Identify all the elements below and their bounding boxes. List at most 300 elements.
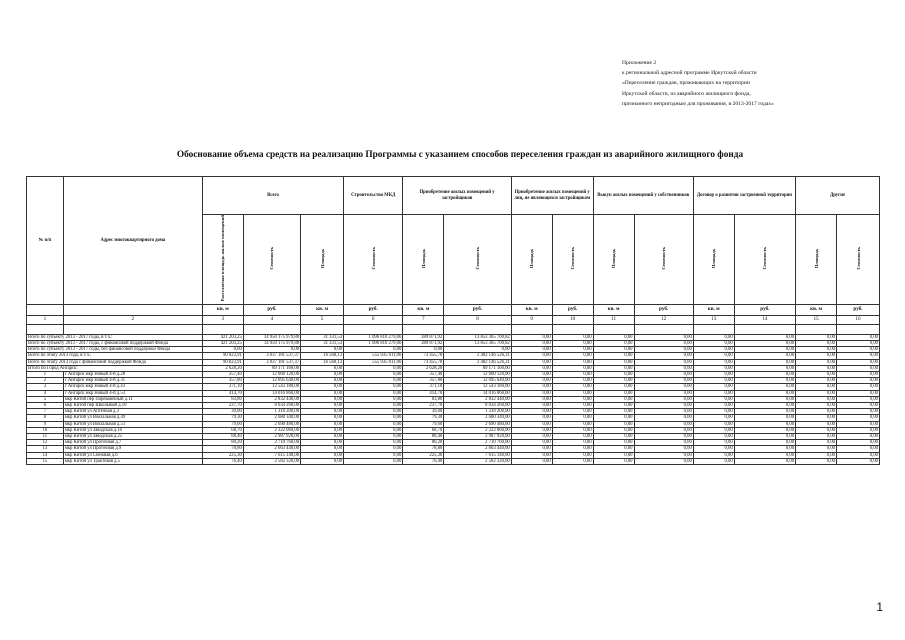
- row-value: 0,00: [301, 415, 344, 421]
- row-value: 225,30: [202, 452, 243, 458]
- column-index: 8: [444, 315, 512, 324]
- spacer-cell: [796, 324, 837, 334]
- row-value: 0,00: [634, 427, 693, 433]
- row-value: 0,00: [837, 433, 880, 439]
- row-value: 0,00: [511, 421, 552, 427]
- summary-value: 0,00: [301, 347, 344, 353]
- row-value: 237,70: [403, 402, 444, 408]
- row-value: 0,00: [634, 390, 693, 396]
- row-value: 0,00: [593, 409, 634, 415]
- summary-value: 0,00: [734, 365, 795, 371]
- summary-value: 89 171 160,00: [243, 365, 300, 371]
- row-value: 0,00: [301, 402, 344, 408]
- row-value: 2 987 920,00: [444, 433, 512, 439]
- row-value: 357,40: [403, 371, 444, 377]
- row-value: 371,10: [202, 384, 243, 390]
- row-value: 0,00: [693, 421, 734, 427]
- row-value: 2 582 320,00: [243, 458, 300, 464]
- row-value: 2 663 440,00: [243, 446, 300, 452]
- row-value: 0,00: [634, 458, 693, 464]
- summary-value: 0,00: [403, 347, 444, 353]
- column-index: 9: [511, 315, 552, 324]
- summary-value: 0,00: [344, 347, 403, 353]
- unit-cell: кв. м: [301, 304, 344, 315]
- row-number: 8: [27, 415, 64, 421]
- row-value: 0,00: [796, 396, 837, 402]
- row-value: 0,00: [344, 390, 403, 396]
- row-value: 0,00: [511, 390, 552, 396]
- column-index: 6: [344, 315, 403, 324]
- subheader-area: Площадь: [511, 215, 552, 305]
- summary-value: 2 628,20: [403, 365, 444, 371]
- summary-value: 0,00: [511, 359, 552, 365]
- summary-value: 3 037 181 537,37: [243, 353, 300, 359]
- row-value: 2 680 340,00: [243, 415, 300, 421]
- row-value: 0,00: [693, 390, 734, 396]
- row-value: 225,30: [403, 452, 444, 458]
- row-address: мкр Китой ул Заводская д.16: [63, 427, 202, 433]
- summary-value: 0,00: [511, 353, 552, 359]
- summary-value: 90 023,91: [202, 353, 243, 359]
- appendix-note: [622, 58, 887, 109]
- spacer-cell: [344, 324, 403, 334]
- row-address: мкр Китой ул Трактовая д.5: [63, 458, 202, 464]
- row-value: 14 016 860,00: [243, 390, 300, 396]
- summary-value: 0,00: [593, 347, 634, 353]
- row-value: 0,00: [511, 433, 552, 439]
- row-value: 0,00: [301, 378, 344, 384]
- row-value: 0,00: [634, 446, 693, 452]
- row-value: 2 690 480,00: [444, 421, 512, 427]
- spacer-cell: [243, 324, 300, 334]
- row-value: 0,00: [344, 409, 403, 415]
- column-index-row: [27, 315, 880, 324]
- row-value: 0,00: [552, 384, 593, 390]
- row-address: г Ангарск мкр Новый 4-й д.31: [63, 378, 202, 384]
- summary-value: 0,00: [796, 340, 837, 346]
- row-value: 0,00: [634, 384, 693, 390]
- summary-value: 73 455,78: [403, 359, 444, 365]
- row-address: мкр Китой ул Заводская д.25: [63, 433, 202, 439]
- header-no: № п/п: [27, 177, 64, 305]
- summary-value: 555 035 011,06: [344, 353, 403, 359]
- summary-value: 0,00: [344, 365, 403, 371]
- row-value: 0,00: [734, 446, 795, 452]
- row-value: 12 060 120,00: [243, 371, 300, 377]
- row-value: 357,40: [202, 371, 243, 377]
- row-value: 0,00: [593, 396, 634, 402]
- row-value: 0,00: [734, 415, 795, 421]
- unit-cell: кв. м: [796, 304, 837, 315]
- row-value: 0,00: [693, 396, 734, 402]
- page-number: 1: [876, 600, 883, 614]
- row-value: 80,20: [403, 440, 444, 446]
- row-value: 2 710 760,00: [243, 440, 300, 446]
- row-value: 0,00: [693, 371, 734, 377]
- row-value: 2 832 440,00: [444, 396, 512, 402]
- row-value: 0,00: [552, 378, 593, 384]
- row-value: 0,00: [301, 421, 344, 427]
- row-value: 0,00: [837, 396, 880, 402]
- row-address: мкр Китой ул Проточная д.7: [63, 440, 202, 446]
- summary-value: 0,00: [634, 359, 693, 365]
- row-value: 0,00: [837, 371, 880, 377]
- summary-value: 0,00: [693, 340, 734, 346]
- row-number: 9: [27, 421, 64, 427]
- spacer-cell: [593, 324, 634, 334]
- spacer-cell: [301, 324, 344, 334]
- unit-cell: кв. м: [403, 304, 444, 315]
- summary-value: 0,00: [511, 340, 552, 346]
- summary-value: 90 023,91: [202, 359, 243, 365]
- unit-cell: кв. м: [511, 304, 552, 315]
- subheader-area: Площадь: [403, 215, 444, 305]
- spacer-cell: [444, 324, 512, 334]
- row-value: 0,00: [511, 446, 552, 452]
- subheader-cost: Стоимость: [444, 215, 512, 305]
- row-value: 0,00: [344, 421, 403, 427]
- subheader-area: Площадь: [593, 215, 634, 305]
- row-value: 0,00: [734, 371, 795, 377]
- row-number: 7: [27, 409, 64, 415]
- row-value: 1 318 200,00: [243, 409, 300, 415]
- unit-cell: [27, 304, 64, 315]
- row-value: 0,00: [511, 427, 552, 433]
- row-value: 0,00: [301, 409, 344, 415]
- summary-value: 16 568,13: [301, 359, 344, 365]
- summary-value: 0,00: [634, 365, 693, 371]
- row-value: 0,00: [593, 402, 634, 408]
- summary-value: 0,00: [693, 334, 734, 340]
- row-address: г Ангарск мкр Новый 4-й д.53: [63, 390, 202, 396]
- row-value: 0,00: [734, 378, 795, 384]
- summary-value: 0,00: [693, 347, 734, 353]
- spacer-cell: [403, 324, 444, 334]
- summary-value: 1 096 810 279,06: [344, 334, 403, 340]
- row-value: 0,00: [693, 440, 734, 446]
- row-value: 0,00: [837, 409, 880, 415]
- row-value: 79,60: [202, 421, 243, 427]
- row-value: 0,00: [634, 371, 693, 377]
- spacer-cell: [734, 324, 795, 334]
- summary-value: 0,00: [634, 353, 693, 359]
- subheader-resettled-area: Расселяемая площадь жилых помещений: [202, 215, 243, 305]
- unit-cell: руб.: [344, 304, 403, 315]
- summary-value: 421 203,25: [202, 334, 243, 340]
- row-value: 0,00: [796, 371, 837, 377]
- header-group-construction: Строительство МКД: [344, 177, 403, 215]
- summary-value: 0,00: [593, 353, 634, 359]
- row-value: 0,00: [511, 378, 552, 384]
- row-value: 14 016 860,00: [444, 390, 512, 396]
- row-value: 0,00: [344, 458, 403, 464]
- row-value: 414,70: [403, 390, 444, 396]
- row-value: 0,00: [634, 433, 693, 439]
- row-value: 2 582 320,00: [444, 458, 512, 464]
- row-value: 0,00: [301, 390, 344, 396]
- units-row: [27, 304, 880, 315]
- column-index: 16: [837, 315, 880, 324]
- summary-value: 0,00: [634, 334, 693, 340]
- column-index: 4: [243, 315, 300, 324]
- summary-value: 31 331,53: [301, 334, 344, 340]
- summary-value: 0,00: [796, 359, 837, 365]
- row-value: 0,00: [634, 452, 693, 458]
- spacer-cell: [837, 324, 880, 334]
- spacer-row: [27, 324, 880, 334]
- row-address: мкр Китой ул Вокзальная д.49: [63, 415, 202, 421]
- summary-value: 0,00: [243, 347, 300, 353]
- row-address: мкр Китой ул Аптечная д.3: [63, 409, 202, 415]
- row-value: 78,80: [403, 446, 444, 452]
- row-value: 0,00: [593, 427, 634, 433]
- row-value: 0,00: [837, 452, 880, 458]
- summary-value: 1 096 810 279,06: [344, 340, 403, 346]
- row-value: 39,00: [202, 409, 243, 415]
- row-value: 0,00: [796, 458, 837, 464]
- summary-value: 0,00: [693, 353, 734, 359]
- row-value: 0,00: [593, 371, 634, 377]
- row-value: 12 543 180,00: [444, 384, 512, 390]
- summary-value: 0,00: [693, 365, 734, 371]
- summary-value: 0,00: [734, 334, 795, 340]
- row-value: 0,00: [344, 433, 403, 439]
- row-value: 0,00: [511, 371, 552, 377]
- spacer-cell: [202, 324, 243, 334]
- row-address: мкр Китой пер Пореваючный д.11: [63, 396, 202, 402]
- row-value: 0,00: [796, 384, 837, 390]
- row-value: 0,00: [796, 452, 837, 458]
- row-value: 0,00: [552, 427, 593, 433]
- document-title: Обоснование объема средств на реализацию Программы с указанием способов переселения граждан из аварийного жилищного фонда: [176, 150, 744, 160]
- row-value: 0,00: [301, 396, 344, 402]
- row-value: 0,00: [693, 378, 734, 384]
- row-value: 83,80: [403, 396, 444, 402]
- summary-value: 0,00: [511, 347, 552, 353]
- row-value: 0,00: [301, 452, 344, 458]
- row-value: 12 543 180,00: [243, 384, 300, 390]
- row-value: 0,00: [511, 452, 552, 458]
- summary-value: 2 482 146 526,31: [444, 359, 512, 365]
- summary-value: 0,00: [593, 340, 634, 346]
- row-value: 0,00: [734, 390, 795, 396]
- row-value: 0,00: [552, 390, 593, 396]
- summary-value: 389 871,92: [403, 340, 444, 346]
- row-value: 0,00: [693, 384, 734, 390]
- row-value: 0,00: [593, 378, 634, 384]
- unit-cell: руб.: [837, 304, 880, 315]
- summary-value: 0,00: [552, 353, 593, 359]
- row-value: 0,00: [796, 415, 837, 421]
- row-value: 414,70: [202, 390, 243, 396]
- row-value: 2 322 060,00: [243, 427, 300, 433]
- summary-value: 0,00: [202, 347, 243, 353]
- summary-value: 0,00: [634, 347, 693, 353]
- column-index: 12: [634, 315, 693, 324]
- row-address: мкр Китой ул Вокзальная д.51: [63, 421, 202, 427]
- row-value: 7 615 140,00: [444, 452, 512, 458]
- row-value: 0,00: [837, 458, 880, 464]
- row-value: 0,00: [593, 390, 634, 396]
- spacer-cell: [27, 324, 64, 334]
- summary-value: 0,00: [734, 347, 795, 353]
- summary-value: 421 203,25: [202, 340, 243, 346]
- subheader-area: Площадь: [301, 215, 344, 305]
- row-address: мкр Китой ул Снежная д.6: [63, 452, 202, 458]
- column-index: 5: [301, 315, 344, 324]
- row-value: 0,00: [593, 452, 634, 458]
- row-value: 0,00: [796, 409, 837, 415]
- subheader-cost: Стоимость: [734, 215, 795, 305]
- row-value: 0,00: [301, 371, 344, 377]
- row-value: 0,00: [796, 402, 837, 408]
- row-value: 12 060 120,00: [444, 371, 512, 377]
- row-value: 0,00: [301, 433, 344, 439]
- row-value: 76,40: [403, 458, 444, 464]
- row-value: 0,00: [301, 446, 344, 452]
- summary-value: 0,00: [593, 334, 634, 340]
- row-value: 8 034 260,00: [444, 402, 512, 408]
- summary-value: 0,00: [693, 359, 734, 365]
- row-value: 0,00: [734, 409, 795, 415]
- row-value: 0,00: [552, 421, 593, 427]
- row-value: 0,00: [552, 440, 593, 446]
- row-value: 0,00: [734, 384, 795, 390]
- row-value: 0,00: [837, 384, 880, 390]
- row-value: 0,00: [693, 409, 734, 415]
- row-value: 78,80: [202, 446, 243, 452]
- subheader-cost: Стоимость: [837, 215, 880, 305]
- header-group-developer: Приобретение жилых помещений у застройщиков: [403, 177, 511, 215]
- unit-cell: руб.: [243, 304, 300, 315]
- row-value: 0,00: [344, 427, 403, 433]
- row-value: 0,00: [552, 433, 593, 439]
- row-address: мкр Китой ул Проточная д.9: [63, 446, 202, 452]
- column-index: 2: [63, 315, 202, 324]
- row-value: 79,60: [403, 421, 444, 427]
- summary-value: 73 455,78: [403, 353, 444, 359]
- row-value: 0,00: [301, 458, 344, 464]
- row-value: 0,00: [511, 384, 552, 390]
- row-value: 0,00: [796, 421, 837, 427]
- subheader-cost: Стоимость: [344, 215, 403, 305]
- summary-value: 0,00: [552, 365, 593, 371]
- row-value: 0,00: [693, 458, 734, 464]
- column-index: 10: [552, 315, 593, 324]
- row-value: 0,00: [796, 427, 837, 433]
- row-value: 0,00: [837, 446, 880, 452]
- row-value: 83,80: [202, 396, 243, 402]
- summary-value: 0,00: [552, 334, 593, 340]
- row-value: 0,00: [693, 415, 734, 421]
- summary-value: 0,00: [796, 365, 837, 371]
- row-value: 0,00: [837, 378, 880, 384]
- summary-label: Всего по субъекту 2013 - 2017 годы, с финансовой поддержкой Фонда: [27, 340, 203, 346]
- row-value: 0,00: [734, 433, 795, 439]
- row-value: 0,00: [837, 402, 880, 408]
- spacer-cell: [693, 324, 734, 334]
- subheader-area: Площадь: [693, 215, 734, 305]
- summary-value: 2 628,20: [202, 365, 243, 371]
- row-number: 1: [27, 371, 64, 377]
- row-value: 2 680 340,00: [444, 415, 512, 421]
- spacer-cell: [63, 324, 202, 334]
- row-value: 7 615 140,00: [243, 452, 300, 458]
- row-value: 2 710 760,00: [444, 440, 512, 446]
- row-value: 0,00: [693, 402, 734, 408]
- row-value: 0,00: [511, 415, 552, 421]
- row-value: 0,00: [734, 396, 795, 402]
- row-value: 0,00: [734, 440, 795, 446]
- row-value: 0,00: [634, 396, 693, 402]
- subheader-area: Площадь: [796, 215, 837, 305]
- row-value: 0,00: [552, 402, 593, 408]
- row-value: 8 034 260,00: [243, 402, 300, 408]
- row-value: 0,00: [344, 371, 403, 377]
- row-value: 0,00: [344, 446, 403, 452]
- summary-value: 0,00: [634, 340, 693, 346]
- row-value: 0,00: [634, 440, 693, 446]
- appendix-line: Иркутской области, из аварийного жилищного фонда,: [622, 90, 751, 97]
- row-value: 0,00: [693, 452, 734, 458]
- row-value: 357,80: [403, 378, 444, 384]
- summary-value: 0,00: [593, 359, 634, 365]
- row-value: 0,00: [837, 421, 880, 427]
- row-value: 0,00: [734, 421, 795, 427]
- row-value: 88,40: [202, 433, 243, 439]
- row-value: 0,00: [796, 378, 837, 384]
- row-value: 0,00: [634, 409, 693, 415]
- summary-value: 0,00: [301, 365, 344, 371]
- row-value: 0,00: [593, 433, 634, 439]
- row-value: 0,00: [837, 440, 880, 446]
- row-value: 0,00: [593, 415, 634, 421]
- row-number: 6: [27, 402, 64, 408]
- spacer-cell: [552, 324, 593, 334]
- row-number: 12: [27, 440, 64, 446]
- row-value: 0,00: [837, 415, 880, 421]
- row-value: 0,00: [796, 433, 837, 439]
- row-value: 88,40: [403, 433, 444, 439]
- row-value: 2 690 480,00: [243, 421, 300, 427]
- row-value: 0,00: [837, 390, 880, 396]
- row-value: 0,00: [344, 402, 403, 408]
- column-index: 15: [796, 315, 837, 324]
- row-number: 4: [27, 390, 64, 396]
- row-value: 79,30: [202, 415, 243, 421]
- row-value: 79,30: [403, 415, 444, 421]
- row-address: г Ангарск мкр Новый 4-й д.28: [63, 371, 202, 377]
- program-table: [26, 176, 880, 465]
- summary-value: 31 331,53: [301, 340, 344, 346]
- row-value: 0,00: [511, 402, 552, 408]
- summary-value: 555 035 011,06: [344, 359, 403, 365]
- row-value: 0,00: [796, 446, 837, 452]
- summary-value: 0,00: [734, 353, 795, 359]
- header-group-other: Другие: [796, 177, 880, 215]
- unit-cell: руб.: [634, 304, 693, 315]
- summary-value: 13 853 365 700,82: [444, 340, 512, 346]
- row-address: г Ангарск мкр Новый 4-й д.43: [63, 384, 202, 390]
- row-value: 0,00: [552, 446, 593, 452]
- row-value: 0,00: [552, 396, 593, 402]
- row-value: 371,10: [403, 384, 444, 390]
- row-value: 80,20: [202, 440, 243, 446]
- row-value: 0,00: [344, 396, 403, 402]
- summary-value: 0,00: [734, 359, 795, 365]
- row-value: 0,00: [593, 440, 634, 446]
- row-value: 0,00: [511, 440, 552, 446]
